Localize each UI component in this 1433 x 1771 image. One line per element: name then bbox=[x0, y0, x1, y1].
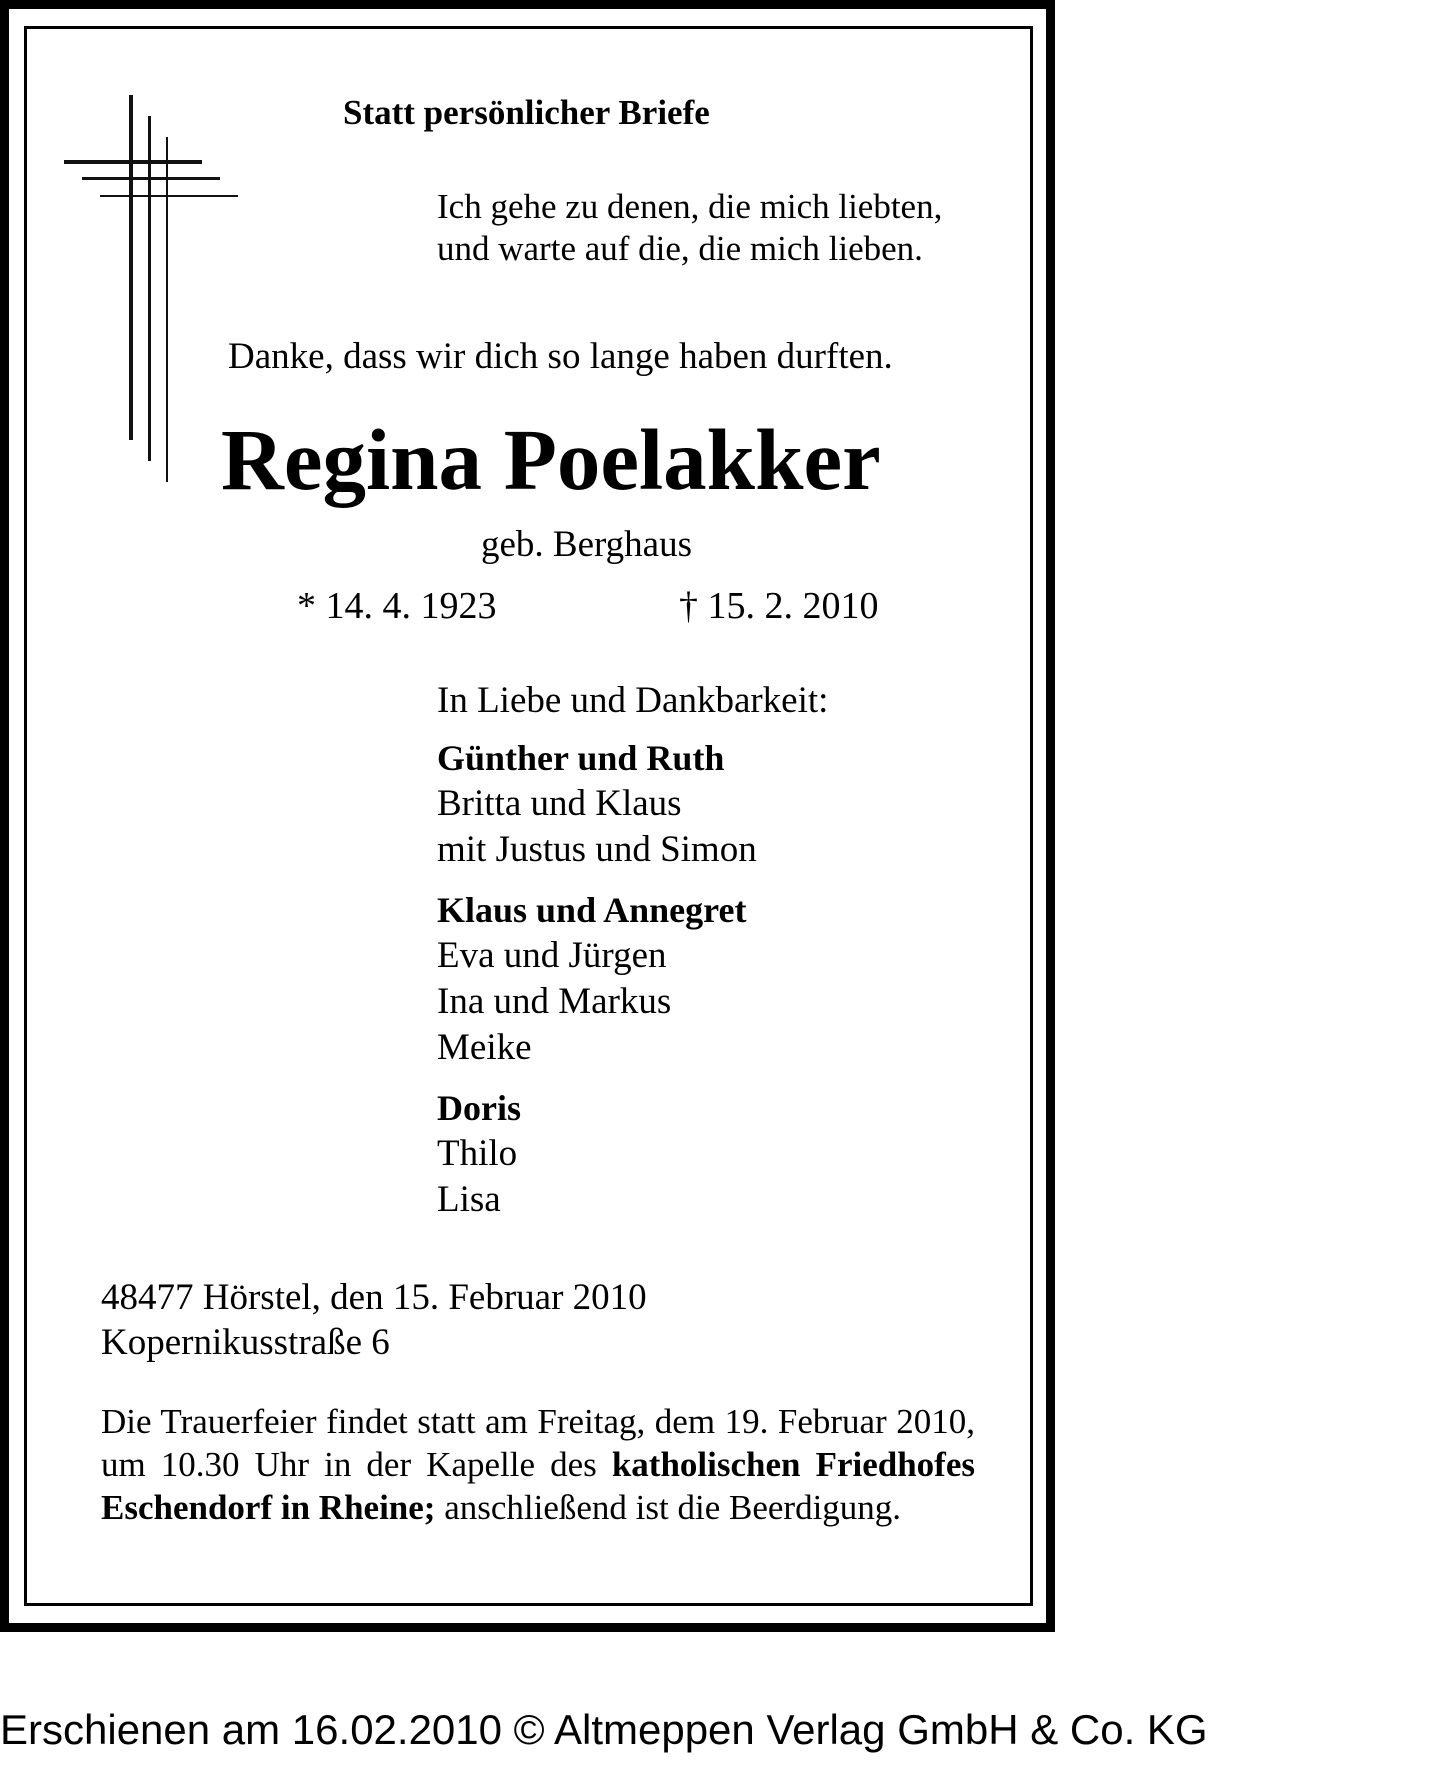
death-date: † 15. 2. 2010 bbox=[679, 585, 879, 627]
family-member: Eva und Jürgen bbox=[437, 935, 667, 976]
publication-footer: Erschienen am 16.02.2010 © Altmeppen Verlag GmbH & Co. KG bbox=[0, 1706, 1208, 1753]
family-head: Doris bbox=[437, 1088, 521, 1128]
family-group bbox=[437, 887, 937, 1071]
funeral-text-1: Die Trauerfeier findet statt am Freitag, dem 19. Februar 2010, um 10.30 Uhr in der Kapelle des bbox=[101, 1402, 975, 1484]
family-head: Klaus und Annegret bbox=[437, 890, 747, 930]
thanks-line: Danke, dass wir dich so lange haben durften. bbox=[228, 336, 893, 377]
family-head: Günther und Ruth bbox=[437, 738, 725, 778]
cross-icon bbox=[9, 9, 249, 479]
family-member: Thilo bbox=[437, 1133, 518, 1174]
family-group bbox=[437, 1085, 937, 1223]
family-member: Meike bbox=[437, 1027, 532, 1068]
street-address: Kopernikusstraße 6 bbox=[101, 1322, 390, 1363]
family-member: Britta und Klaus bbox=[437, 783, 682, 824]
place-date: 48477 Hörstel, den 15. Februar 2010 bbox=[101, 1277, 647, 1318]
notice-header: Statt persönlicher Briefe bbox=[343, 93, 710, 132]
poem-line-2: und warte auf die, die mich lieben. bbox=[437, 229, 923, 268]
family-member: Lisa bbox=[437, 1179, 501, 1220]
family-group bbox=[437, 735, 937, 873]
mourners-intro: In Liebe und Dankbarkeit: bbox=[437, 680, 829, 721]
maiden-name: geb. Berghaus bbox=[481, 524, 692, 565]
deceased-name: Regina Poelakker bbox=[221, 411, 881, 508]
family-member: Ina und Markus bbox=[437, 981, 672, 1022]
funeral-location: katholischen Friedhofes Eschendorf in Rheine; bbox=[101, 1445, 975, 1527]
poem-line-1: Ich gehe zu denen, die mich liebten, bbox=[437, 187, 943, 226]
funeral-info bbox=[101, 1400, 975, 1529]
birth-date: * 14. 4. 1923 bbox=[297, 585, 497, 627]
mourners-list bbox=[437, 679, 937, 1237]
family-member: mit Justus und Simon bbox=[437, 829, 757, 870]
funeral-text-2: anschließend ist die Beerdigung. bbox=[435, 1488, 902, 1527]
